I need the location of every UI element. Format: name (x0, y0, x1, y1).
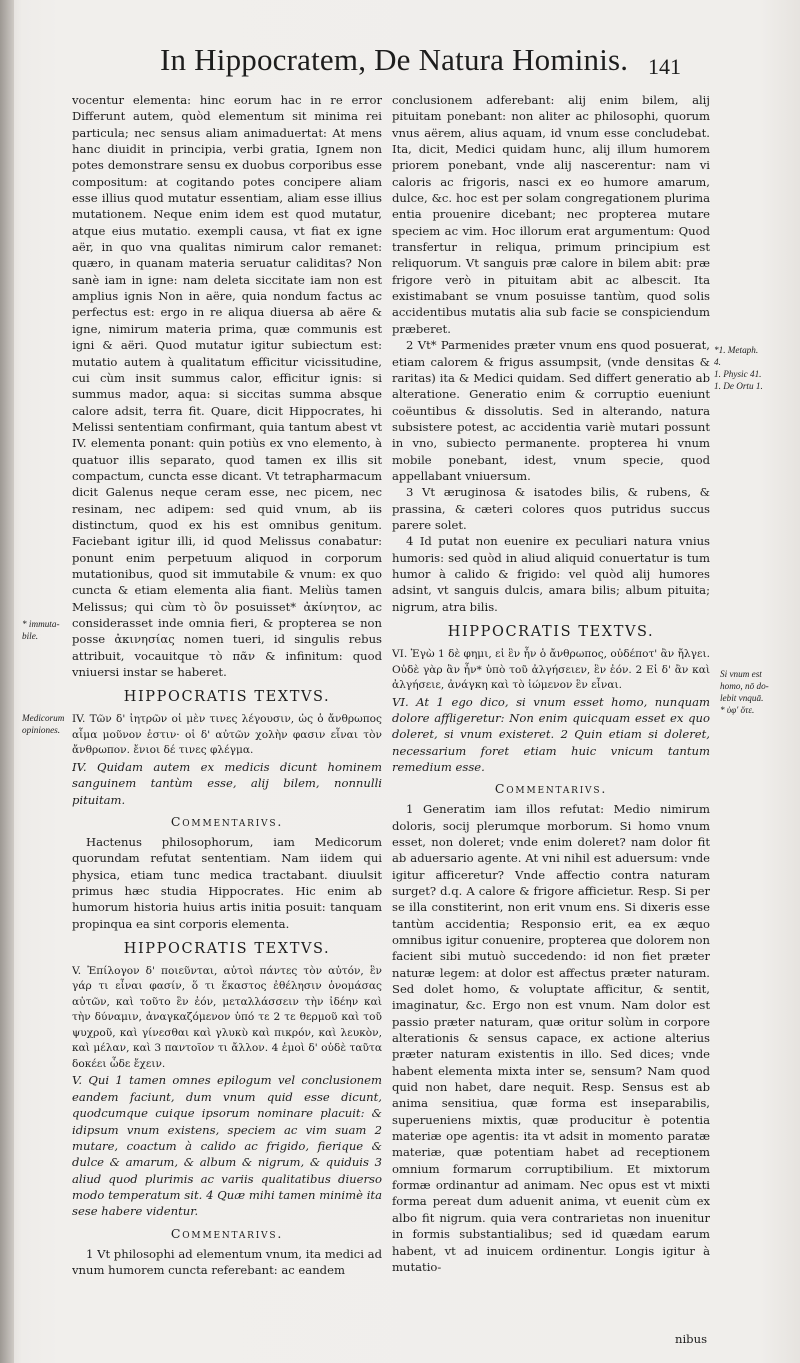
latin-translation-paragraph: IV. Quidam autem ex medicis dicunt hominem sanguinem tantùm esse, alij bilem, nonnulli pituitam. (72, 759, 382, 807)
running-title: In Hippocratem, De Natura Hominis. (160, 42, 629, 77)
commentary-paragraph: vocentur elementa: hinc eorum hac in re error Differunt autem, quòd elementum sit minima rei particula; nec sensus aliam animaduertat: At mens hanc diuidit in principia, verbi gratia, Ignem non potes demonstrare sensu ex duobus corporibus esse compositum: at cogitando potes concipere aliam esse illius quod mutatur essentiam, aliam esse illius mutationem. Neque enim idem est quod mutatur, atque eius mutatio. exempli causa, vt fiat ex igne aër, in quo vna qualitas nimirum calor remanet: quæro, in quanam materia seruatur caliditas? Non sanè iam in igne: nam deleta siccitate iam non est amplius ignis Non in aëre, quia nondum factus ac perfectus est: ergo in re aliqua diuersa ab aëre & igne, nimirum materia prima, quæ communis est igni & aëri. Quod mutatur igitur subiectum est: mutatio autem à qualitatum efficitur vicissitudine, cui cùm insit summus calor, efficitur ignis: si summus mador, aqua: si siccitas summa absque calore adsit, terra fit. Quare, dicit Hippocrates, hi Melissi sententiam confirmant, quia tantum abest vt IV. elementa ponant: quin potiùs ex vno elemento, à quatuor illis separato, quod tamen ex illis sit compactum, cuncta esse dicant. Vt tetrapharmacum dicit Galenus neque ceram esse, nec picem, nec resinam, nec adipem: sed quid vnum, ab iis distinctum, quod ex his est omnibus genitum. Faciebant igitur illi, id quod Melissus conabatur: ponunt enim perpetuum aliquod in corporum mutationibus, quod sit immutabile & vnum: ex quo cuncta & etiam elementa alia fiant. Meliùs tamen Melissus; qui cùm τὸ ὂν posuisset* ἀκίνητον, ac considerasset inde omnia fieri, & propterea se non posse ἀκινησίας nomen tueri, id singulis rebus attribuit, vocauitque τὸ πᾶν & infinitum: quod vniuersi instar se haberet. (72, 93, 382, 680)
page-number: 141 (648, 54, 681, 79)
section-heading: HIPPOCRATIS TEXTVS. (123, 940, 331, 957)
commentary-heading: Commentarivs. (494, 781, 608, 797)
margin-note-si-vnum-est-homo: Si vnum est homo, nō do- lebit vnquā. * ὑφ' ὅτε. (720, 669, 769, 715)
margin-note-metaph-references: *1. Metaph. 4. 1. Physic 41. 1. De Ortu 1. (714, 345, 763, 391)
latin-translation-paragraph: VI. At 1 ego dico, si vnum esset homo, nunquam dolore affligeretur: Non enim quicquam esset ex quo doleret, si vnum existeret. 2 Quin etiam si doleret, necessarium foret etiam huic vnicum tantum remedium esse. (392, 694, 710, 774)
page-header (0, 42, 800, 82)
page-binding-shadow (0, 0, 14, 1363)
commentary-heading: Commentarivs. (170, 813, 284, 829)
latin-translation-paragraph: V. Qui 1 tamen omnes epilogum vel conclusionem eandem faciunt, dum vnum quid esse dicunt, quodcumque cuique ipsorum nominare placuit: & idipsum vnum existens, speciem ac vim suam 2 mutare, coactum à calido ac frigido, fierique & dulce & amarum, & album & nigrum, & quiduis 3 aliud quod plurimis ac variis qualitatibus diuerso modo temperatum sit. 4 Quæ mihi tamen minimè ita sese habere videntur. (72, 1073, 382, 1219)
right-text-column (392, 92, 710, 1354)
commentary-paragraph: 4 Id putat non euenire ex peculiari natura vnius humoris: sed quòd in aliud aliquid conuertatur is tum humor à calido & frigido: vel quòd alij humores adsint, vt sanguis dulcis, amara bilis; album pituita; nigrum, atra bilis. (392, 534, 710, 614)
greek-text-paragraph: VI. Ἐγὼ 1 δὲ φημι, εἰ ἓν ἦν ὁ ἄνθρωπος, οὐδέποτ' ἂν ἤλγει. Οὐδὲ γὰρ ἂν ἦν* ὑπὸ τοῦ ἀλγήσειεν, ἓν ἐόν. 2 Εἰ δ' ἂν καὶ ἀλγήσειε, ἀνάγκη καὶ τὸ ἰώμενον ἓν εἶναι. (392, 648, 710, 691)
margin-note-immutabile: * immuta- bile. (22, 619, 60, 641)
greek-text-paragraph: IV. Τῶν δ' ἰητρῶν οἱ μὲν τινες λέγουσιν, ὡς ὁ ἄνθρωπος αἷμα μοῦνον ἐστιν· οἱ δ' αὐτῶν χολὴν φασιν εἶναι τὸν ἄνθρωπον. ἔνιοι δέ τινες φλέγμα. (72, 713, 382, 757)
section-heading: HIPPOCRATIS TEXTVS. (123, 689, 331, 706)
commentary-paragraph: 1 Vt philosophi ad elementum vnum, ita medici ad vnum humorem cuncta referebant: ac eandem (72, 1246, 382, 1277)
commentary-paragraph: 1 Generatim iam illos refutat: Medio nimirum doloris, socij plerumque morborum. Si homo vnum esset, non doleret; vnde enim doleret? nam dolor fit ab aduersario agente. At vni nihil est aduersum: vnde igitur afficeretur? Vnde affectio contra naturam surget? d.q. A calore & frigore afficietur. Resp. Si per se illa constiterint, non erit vnum ens. Si dixeris esse tantùm accidentia; Responsio erit, ea ex æquo omnibus igitur conuenire, propterea que dolorem non facient sibi mutuò succedendo: id non fiet præter naturæ legem: at dolor est affectus præter naturam. Sed dolet homo, & voluptate afficitur, & sentit, imaginatur, &c. Ergo non est vnum. Nam dolor est passio præter naturam, quæ oritur solùm in corpore alterationis & sensus capace, ex actione alterius præter naturam existentis in illo. Sed dices; vnde habent elementa mixta inter se, sensum? Nam quod quid non habet, dare nequit. Resp. Sensus est ab anima sensitiua, quæ forma est inseparabilis, superueniens mixtis, quæ producitur è potentia materiæ ope agentis: ita vt adsit in momento paratæ materiæ, quæ potentiam habet ad receptionem omnium formarum corruptibilium. Et mixtorum formæ ordinantur ad animam. Nec opus est vt mixti forma pereat dum aduenit anima, vt euenit cùm ex albo fit nigrum. quia vera contrarietas non inuenitur in formis substantialibus; sed id quædam earum habent, vt ad inuicem ordinentur. Longis igitur à mutatio- (392, 802, 710, 1274)
commentary-heading: Commentarivs. (170, 1225, 284, 1241)
left-text-column (72, 92, 382, 1354)
section-heading: HIPPOCRATIS TEXTVS. (447, 624, 655, 640)
margin-note-medicorum-opiniones: Medicorum opiniones. (22, 713, 65, 735)
commentary-paragraph: conclusionem adferebant: alij enim bilem, alij pituitam ponebant: non aliter ac philosophi, quorum vnus aërem, alius aquam, id vnum esse concludebat. Ita, dicit, Medici quidam hunc, alij illum humorem priorem ponebant, vnde alij nascerentur: nam vi caloris ac frigoris, nasci ex eo humore amarum, dulce, &c. hoc est per solam congregationem plurima entia prouenire dicebant; nec propterea mutare speciem ac vim. Hoc illorum erat argumentum: Quod transfertur in reliqua, primum principium est reliquorum. Vt sanguis præ calore in bilem abit: præ frigore verò in pituitam abit ac albescit. Ita existimabant se vnum posuisse tantùm, quod solis accidentibus mutatis alia sub facie se conspiciendum præberet. (392, 93, 710, 336)
commentary-paragraph: Hactenus philosophorum, iam Medicorum quorundam refutat sententiam. Nam iidem qui physica, etiam tunc medica tractabant. diuulsit primus hæc studia Hippocrates. Hic enim ab humorum historia huius artis initia posuit: tanquam propinqua ea sint corporis elementa. (72, 834, 382, 931)
commentary-paragraph: 2 Vt* Parmenides præter vnum ens quod posuerat, etiam calorem & frigus assumpsit, (vnde densitas & raritas) ita & Medici quidam. Sed differt generatio ab alteratione. Generatio enim & corruptio eueniunt coëuntibus & dissolutis. Sed in alterando, natura subsistere potest, ac accidentia variè mutari possunt in vno, subiecto permanente. propterea hi vnum mobile ponebant, idest, vnum specie, quod appellabant vniuersum. (392, 338, 710, 483)
commentary-paragraph: 3 Vt æruginosa & isatodes bilis, & rubens, & prassina, & cæteri colores quos putridus succus parere solet. (392, 485, 710, 532)
greek-text-paragraph: V. Ἐπίλογον δ' ποιεῦνται, αὐτοὶ πάντες τὸν αὐτόν, ἓν γάρ τι εἶναι φασίν, ὅ τι ἕκαστος ἐθέλησιν ὀνομάσας αὐτῶν, καὶ τοῦτο ἓν ἐόν, μεταλλάσσειν τὴν ἰδέην καὶ τὴν δύναμιν, ἀναγκαζόμενον ὑπό τε 2 τε θερμοῦ καὶ τοῦ ψυχροῦ, καὶ γίνεσθαι καὶ γλυκὺ καὶ πικρόν, καὶ λευκὸν, καὶ μέλαν, καὶ 3 παντοῖον τι ἄλλον. 4 ἐμοὶ δ' οὐδὲ ταῦτα δοκέει ὧδε ἔχειν. (72, 964, 382, 1070)
catchword: nibus (675, 1332, 708, 1346)
